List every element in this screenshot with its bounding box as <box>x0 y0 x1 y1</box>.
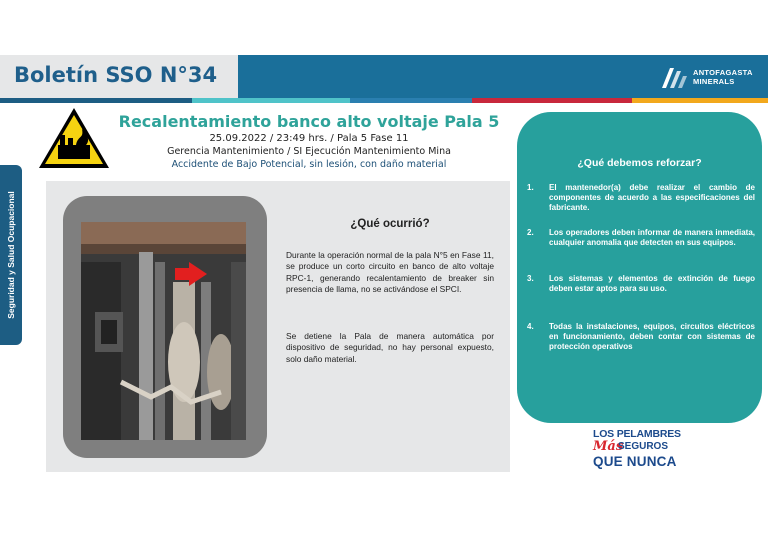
logo-wordmark <box>693 68 753 86</box>
antofagasta-logo <box>660 62 760 92</box>
antofagasta-logo-icon <box>660 62 690 90</box>
reinforce-item-number: 4. <box>527 322 534 331</box>
what-happened-title: ¿Qué ocurrió? <box>350 218 430 230</box>
stripe-orange <box>632 98 768 103</box>
incident-classification: Accidente de Bajo Potencial, sin lesión, con daño material <box>171 159 447 170</box>
stripe-blue <box>0 98 192 103</box>
logo-line-2: MINERALS <box>693 77 735 86</box>
stripe-cyan <box>192 98 350 103</box>
stripe-red <box>472 98 632 103</box>
incident-photo <box>81 222 246 440</box>
reinforce-item-text: Todas la instalaciones, equipos, circuitos eléctricos en funcionamiento, deben contar con sistemas de protección operativos <box>549 322 755 351</box>
side-tab-label: Seguridad y Salud Ocupacional <box>6 191 16 319</box>
what-happened-paragraph-2: Se detiene la Pala de manera automática por dispositivo de seguridad, no hay personal expuesto, solo daño material. <box>286 331 494 364</box>
reinforce-item-text: Los operadores deben informar de manera inmediata, cualquier anomalia que detecten en sus equipos. <box>549 228 755 247</box>
incident-datetime-location: 25.09.2022 / 23:49 hrs. / Pala 5 Fase 11 <box>209 133 409 144</box>
breaker-photo-illustration <box>81 222 246 440</box>
reinforce-item-text: El mantenedor(a) debe realizar el cambio de componentes de acuerdo a las especificaciones del fabricante. <box>549 183 755 212</box>
incident-title: Recalentamiento banco alto voltaje Pala 5 <box>118 112 500 131</box>
brand-line-4: QUE NUNCA <box>593 454 677 469</box>
logo-line-1: ANTOFAGASTA <box>693 68 753 77</box>
reinforce-item-number: 2. <box>527 228 534 237</box>
what-happened-paragraph-1: Durante la operación normal de la pala N°5 en Fase 11, se produce un corto circuito en banco de alto voltaje RPC-1, generando recalentamiento de breaker sin presencia de llama, no se activándose el SPCI. <box>286 250 494 295</box>
brand-line-2: Más <box>593 439 624 454</box>
stripe-mid-blue <box>350 98 472 103</box>
incident-management: Gerencia Mantenimiento / SI Ejecución Mantenimiento Mina <box>167 146 451 157</box>
bulletin-title: Boletín SSO N°34 <box>14 63 218 87</box>
brand-line-3: SEGUROS <box>618 441 669 452</box>
reinforce-item-number: 1. <box>527 183 534 192</box>
los-pelambres-brand <box>591 428 701 470</box>
brand-line-1: LOS PELAMBRES <box>593 428 681 440</box>
reinforce-item-number: 3. <box>527 274 534 283</box>
reinforce-title: ¿Qué debemos reforzar? <box>577 157 702 169</box>
warning-fire-icon <box>36 105 112 171</box>
reinforce-item-text: Los sistemas y elementos de extinción de fuego deben estar aptos para su uso. <box>549 274 755 293</box>
